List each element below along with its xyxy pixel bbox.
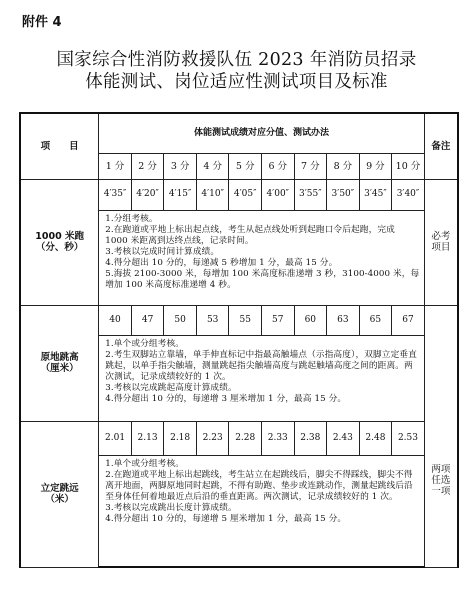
long-jump-value: 2.01 — [99, 421, 132, 455]
run-value: 3′40″ — [392, 179, 425, 210]
long-jump-value: 2.33 — [261, 421, 294, 455]
long-jump-values-row — [20, 421, 458, 455]
score-label: 1 分 — [99, 153, 132, 179]
method-line: 3.考核以完成跳起高度计算成绩。 — [105, 382, 237, 393]
run-value: 4′10″ — [196, 179, 229, 210]
run-value: 4′05″ — [229, 179, 262, 210]
method-line: 4.得分超出 10 分的，每递增 3 厘米增加 1 分，最高 15 分。 — [105, 393, 347, 404]
long-jump-value: 2.43 — [327, 421, 360, 455]
document-title-line1: 国家综合性消防救援队伍 2023 年消防员招录 — [56, 50, 417, 70]
method-line: 1.单个或分组考核。 — [105, 338, 185, 349]
run-value: 3′55″ — [294, 179, 327, 210]
score-label: 8 分 — [327, 153, 360, 179]
jump-value: 47 — [131, 305, 164, 335]
long-jump-value: 2.28 — [229, 421, 262, 455]
note-required: 必考 项目 — [424, 179, 458, 305]
jump-value: 40 — [99, 305, 132, 335]
score-label: 4 分 — [196, 153, 229, 179]
score-label: 2 分 — [131, 153, 164, 179]
method-line: 3.考核以完成跳出长度计算成绩。 — [105, 502, 237, 513]
jump-value: 63 — [327, 305, 360, 335]
long-jump-value: 2.18 — [164, 421, 197, 455]
score-label: 7 分 — [294, 153, 327, 179]
project-vertical-jump: 原地跳高 （厘米） — [20, 305, 99, 421]
note-choose-one: 两项 任选 一项 — [424, 305, 458, 567]
score-label: 5 分 — [229, 153, 262, 179]
document-title-line2: 体能测试、岗位适应性测试项目及标准 — [85, 72, 388, 92]
jump-value: 55 — [229, 305, 262, 335]
jump-values-row — [20, 305, 458, 335]
run-value: 3′45″ — [359, 179, 392, 210]
header-project-cell: 项 目 — [20, 113, 99, 179]
long-jump-value: 2.48 — [359, 421, 392, 455]
run-value: 4′35″ — [99, 179, 132, 210]
jump-value: 57 — [261, 305, 294, 335]
run-value: 4′20″ — [131, 179, 164, 210]
score-label: 10 分 — [392, 153, 425, 179]
standards-table — [19, 112, 459, 568]
jump-value: 60 — [294, 305, 327, 335]
jump-value: 53 — [196, 305, 229, 335]
long-jump-value: 2.13 — [131, 421, 164, 455]
score-label: 3 分 — [164, 153, 197, 179]
method-line: 1.分组考核。 — [105, 213, 158, 224]
project-run: 1000 米跑 （分、秒） — [20, 179, 99, 305]
jump-value: 67 — [392, 305, 425, 335]
jump-value: 65 — [359, 305, 392, 335]
method-line: 2.考生双脚站立靠墙，单手伸直标记中指最高触墙点（示指高度），双脚立定垂直跳起，以单手指尖触墙，测量跳起指尖触墙高度与跳起触墙高度之间的距离。两次测试，记录成绩较好的 1 次。 — [105, 349, 417, 382]
score-label: 9 分 — [359, 153, 392, 179]
run-values-row — [20, 179, 458, 210]
jump-value: 50 — [164, 305, 197, 335]
method-line: 1.单个或分组考核。 — [105, 458, 185, 469]
vertical-jump-method — [99, 335, 425, 421]
run-value: 4′15″ — [164, 179, 197, 210]
header-note-cell: 备注 — [424, 113, 458, 179]
run-value: 3′50″ — [327, 179, 360, 210]
method-line: 4.得分超出 10 分的，每递减 5 秒增加 1 分，最高 15 分。 — [105, 257, 338, 268]
long-jump-method — [99, 455, 425, 567]
long-jump-value: 2.53 — [392, 421, 425, 455]
header-scores-cell: 体能测试成绩对应分值、测试办法 — [99, 113, 425, 153]
long-jump-value: 2.38 — [294, 421, 327, 455]
method-line: 3.考核以完成时间计算成绩。 — [105, 246, 220, 257]
long-jump-value: 2.23 — [196, 421, 229, 455]
method-line: 5.海拔 2100-3000 米，每增加 100 米高度标准递增 3 秒，3100-4000 米，每增加 100 米高度标准递增 4 秒。 — [105, 268, 420, 290]
run-value: 4′00″ — [261, 179, 294, 210]
attachment-label: 附件 4 — [22, 15, 62, 30]
run-method — [99, 210, 425, 305]
project-long-jump: 立定跳远 （米） — [20, 421, 99, 567]
score-label: 6 分 — [261, 153, 294, 179]
method-line: 4.得分超出 10 分的，每递增 5 厘米增加 1 分，最高 15 分。 — [105, 513, 347, 524]
method-line: 2.在跑道或平地上标出起点线，考生从起点线处听到起跑口令后起跑，完成 1000 米距离到达终点线，记录时间。 — [105, 224, 395, 246]
method-line: 2.在跑道或平地上标出起跳线，考生站立在起跳线后，脚尖不得踩线，脚尖不得离开地面，两脚原地同时起跳，不得有助跑、垫步或连跳动作，测量起跳线后沿至身体任何着地最近点后沿的垂直距离。两次测试，记录成绩较好的 1 次。 — [105, 469, 413, 502]
